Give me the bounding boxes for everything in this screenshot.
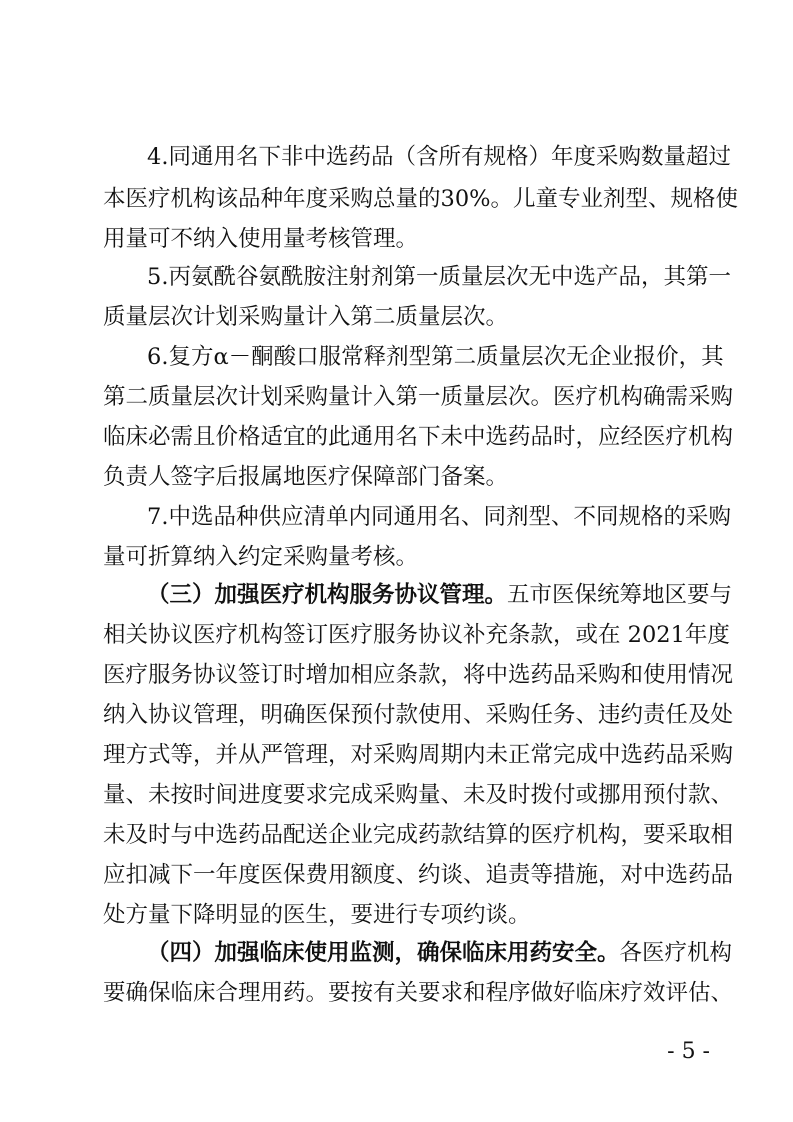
section-3-line-6: 量、未按时间进度要求完成采购量、未及时拨付或挪用预付款、 xyxy=(103,782,734,808)
section-3-line-4: 纳入协议管理，明确医保预付款使用、采购任务、违约责任及处 xyxy=(103,702,734,728)
section-3-line-7: 未及时与中选药品配送企业完成药款结算的医疗机构，要采取相 xyxy=(103,822,734,848)
paragraph-4-line-1: 4.同通用名下非中选药品（含所有规格）年度采购数量超过 xyxy=(147,144,731,170)
paragraph-5-line-1: 5.丙氨酰谷氨酰胺注射剂第一质量层次无中选产品，其第一 xyxy=(147,264,731,290)
paragraph-6-line-3: 临床必需且价格适宜的此通用名下未中选药品时，应经医疗机构 xyxy=(103,424,734,450)
paragraph-7-line-2: 量可折算纳入约定采购量考核。 xyxy=(103,544,419,570)
paragraph-5-line-2: 质量层次计划采购量计入第二质量层次。 xyxy=(103,304,509,330)
section-3-line-1-text: 五市医保统筹地区要与 xyxy=(507,582,733,608)
section-4-line-1-text: 各医疗机构 xyxy=(619,940,733,966)
section-4-line-1 xyxy=(147,936,733,970)
section-3-line-5: 理方式等，并从严管理，对采购周期内未正常完成中选药品采购 xyxy=(103,742,734,768)
paragraph-4-line-2: 本医疗机构该品种年度采购总量的30%。儿童专业剂型、规格使 xyxy=(103,186,739,212)
section-3-line-3: 医疗服务协议签订时增加相应条款，将中选药品采购和使用情况 xyxy=(103,662,734,688)
section-3-line-2: 相关协议医疗机构签订医疗服务协议补充条款，或在 2021年度 xyxy=(103,622,730,648)
section-3-line-9: 处方量下降明显的医生，要进行专项约谈。 xyxy=(103,902,531,928)
paragraph-6-line-1: 6.复方α－酮酸口服常释剂型第二质量层次无企业报价，其 xyxy=(147,344,724,370)
section-3-line-8: 应扣减下一年度医保费用额度、约谈、追责等措施，对中选药品 xyxy=(103,862,734,888)
paragraph-6-line-4: 负责人签字后报属地医疗保障部门备案。 xyxy=(103,464,509,490)
page-number: - 5 - xyxy=(667,1039,710,1064)
paragraph-7-line-1: 7.中选品种供应清单内同通用名、同剂型、不同规格的采购 xyxy=(147,504,731,530)
paragraph-4-line-3: 用量可不纳入使用量考核管理。 xyxy=(103,226,419,252)
section-3-line-1 xyxy=(147,578,733,612)
paragraph-6-line-2: 第二质量层次计划采购量计入第一质量层次。医疗机构确需采购 xyxy=(103,384,734,410)
section-4-heading: （四）加强临床使用监测，确保临床用药安全。 xyxy=(147,940,620,966)
section-3-heading: （三）加强医疗机构服务协议管理。 xyxy=(147,582,508,608)
section-4-line-2: 要确保临床合理用药。要按有关要求和程序做好临床疗效评估、 xyxy=(103,980,734,1006)
